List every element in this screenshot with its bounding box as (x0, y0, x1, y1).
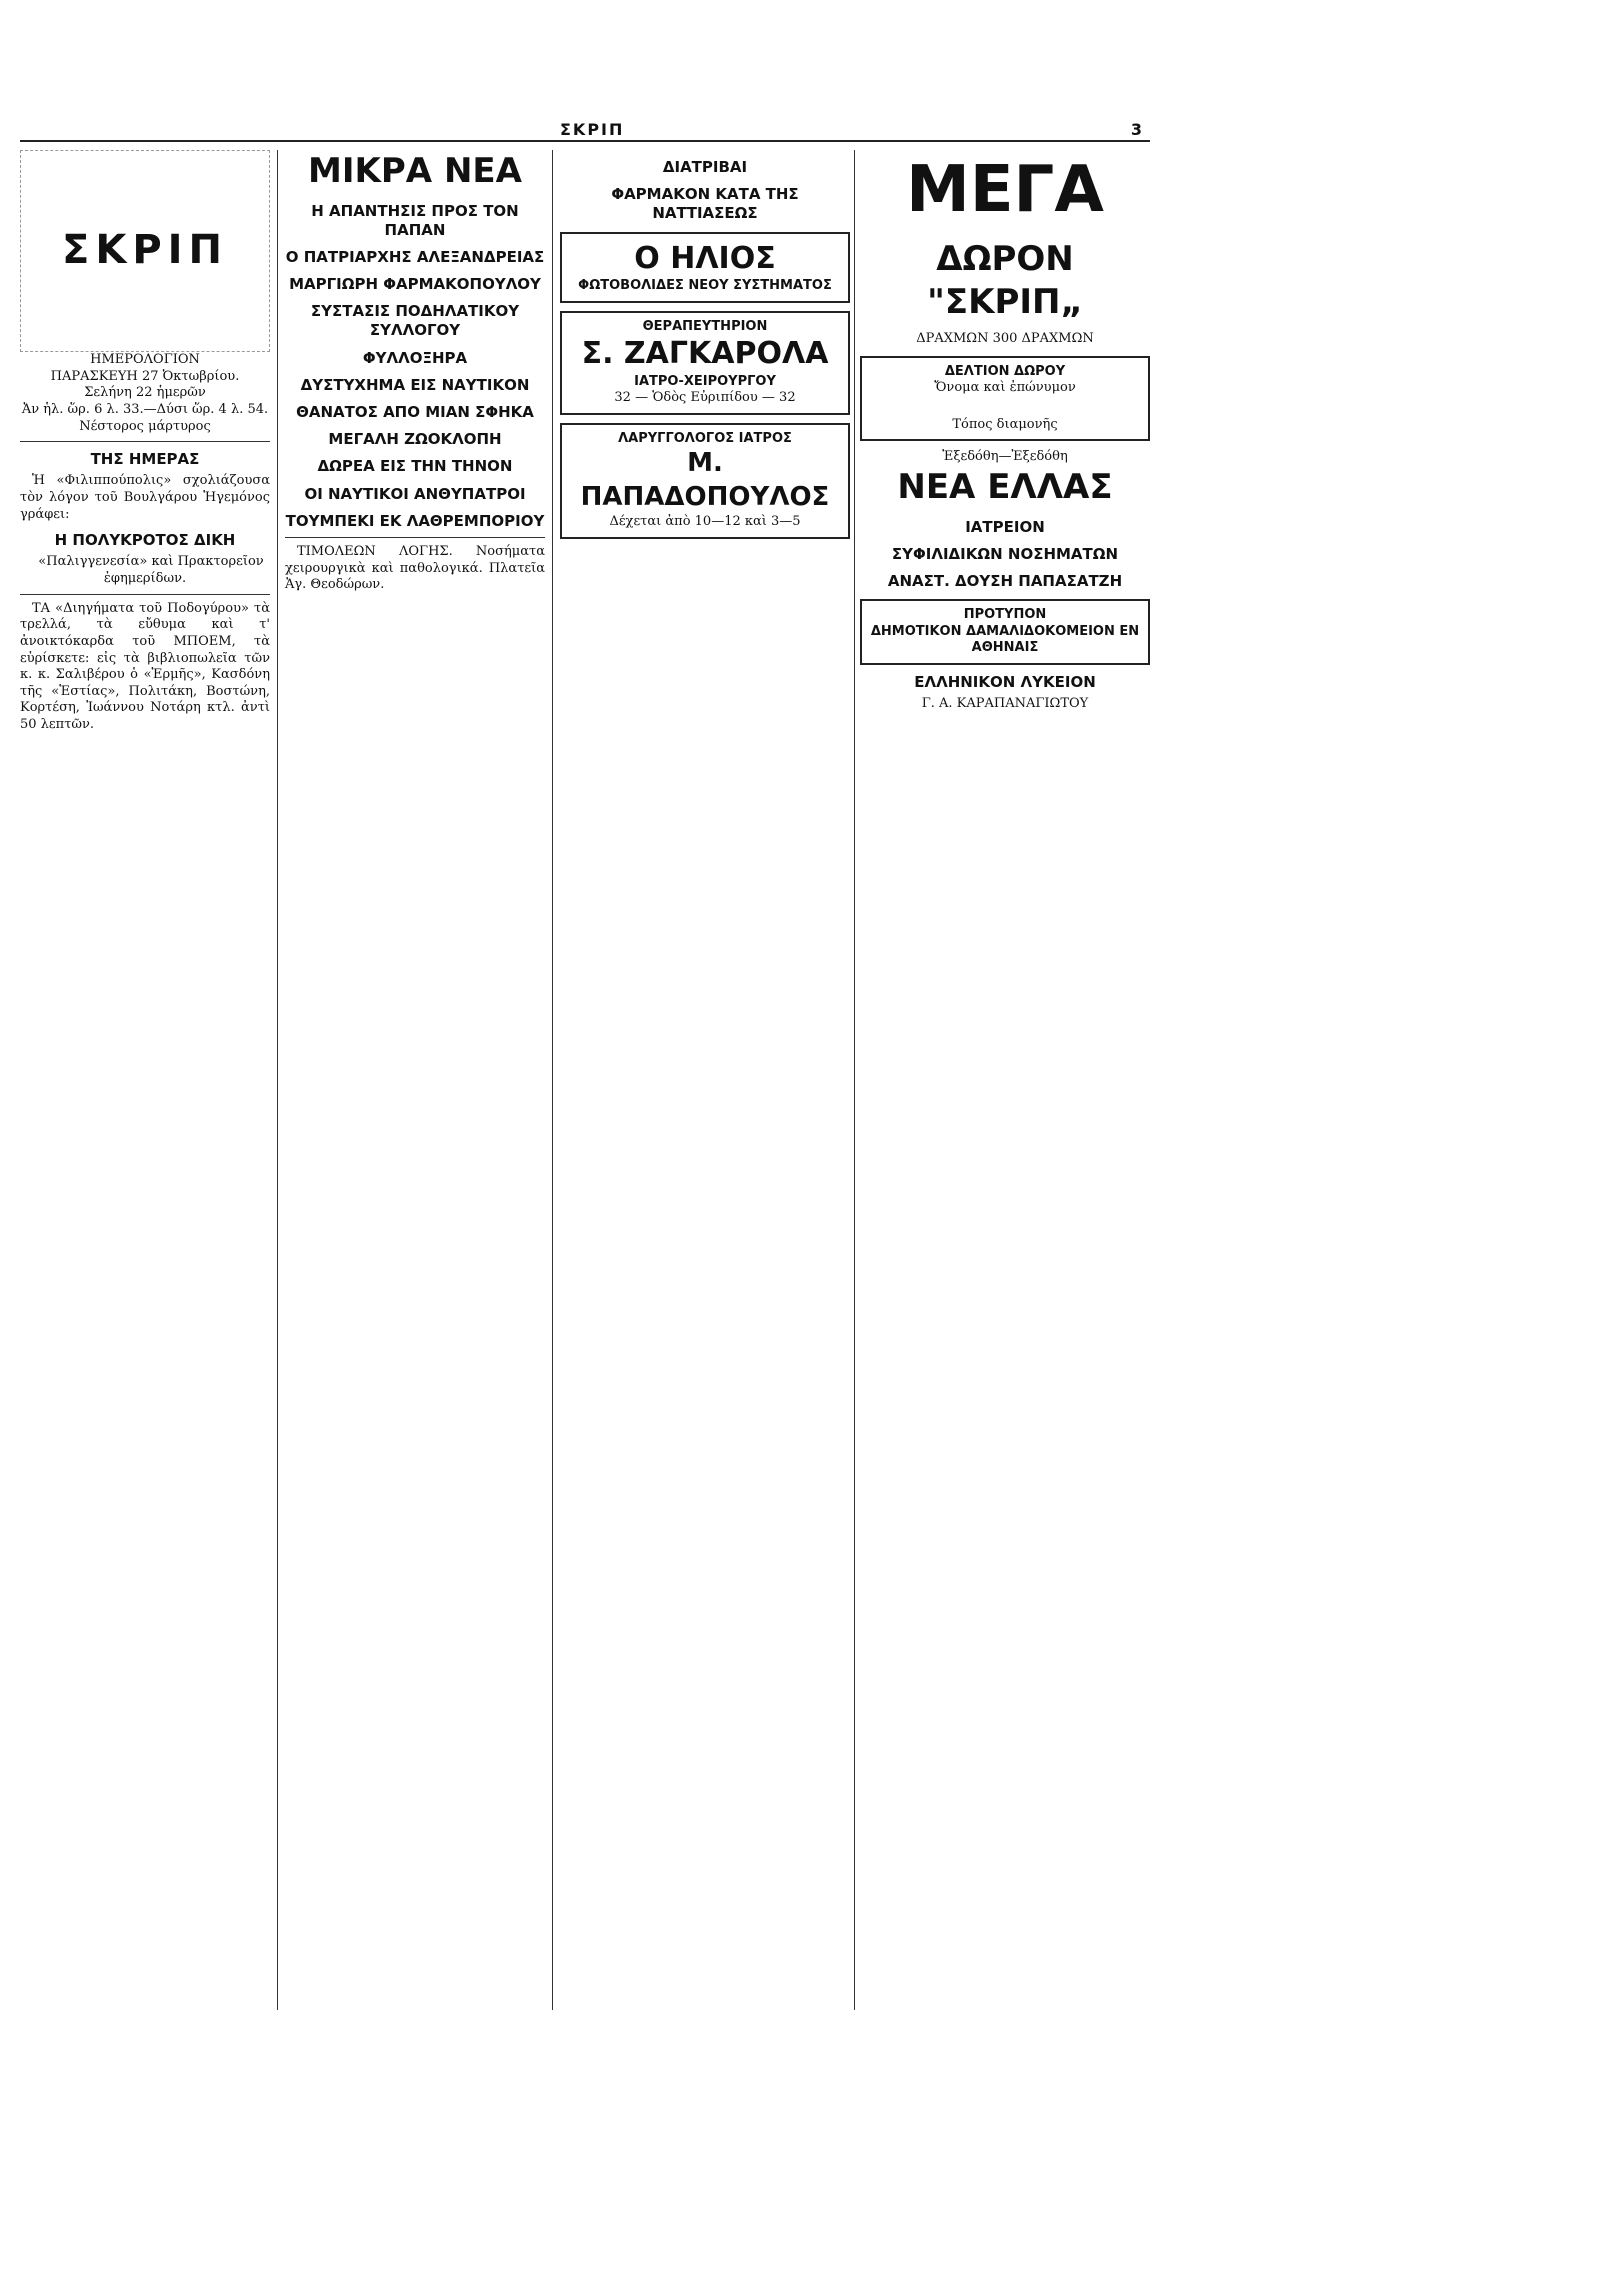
dousi-title: ΑΝΑΣΤ. ΔΟΥΣΗ ΠΑΠΑΣΑΤΖΗ (887, 571, 1123, 590)
column-rule (277, 150, 278, 2010)
damal-ad (860, 599, 1150, 665)
ad-name: Μ. ΠΑΠΑΔΟΠΟΥΛΟΣ (580, 448, 830, 512)
lykeion-title: ΕΛΛΗΝΙΚΟΝ ΛΥΚΕΙΟΝ (914, 673, 1096, 692)
column-rule (854, 150, 855, 2010)
masthead (20, 120, 1150, 142)
lykeion-name: Γ. Α. ΚΑΡΑΠΑΝΑΓΙΩΤΟΥ (921, 696, 1089, 712)
ad-title: ΛΑΡΥΓΓΟΛΟΓΟΣ ΙΑΤΡΟΣ (618, 430, 792, 446)
nea-ellas-title: ΝΕΑ ΕΛΛΑΣ (897, 467, 1113, 508)
news-title: ΜΙΚΡΑ ΝΕΑ (308, 151, 522, 191)
ad-title: Ο ΗΛΙΟΣ (634, 240, 776, 276)
gift-coupon (860, 356, 1150, 442)
column-rule (552, 150, 553, 2010)
ad-name: Σ. ΖΑΓΚΑΡΟΛΑ (581, 336, 829, 372)
coupon-place: Τόπος διαμονῆς (952, 416, 1058, 432)
news-heading: ΣΥΣΤΑΣΙΣ ΠΟΔΗΛΑΤΙΚΟΥ ΣΥΛΛΟΓΟΥ (310, 302, 520, 340)
helios-ad (560, 232, 850, 303)
ad-title: ΘΕΡΑΠΕΥΤΗΡΙΟΝ (642, 318, 768, 334)
papadopoulos-ad (560, 423, 850, 539)
calendar-title: ΗΜΕΡΟΛΟΓΙΟΝ (90, 352, 200, 367)
news-heading: ΦΥΛΛΟΞΗΡΑ (362, 348, 468, 367)
news-heading: ΤΟΥΜΠΕΚΙ ΕΚ ΛΑΘΡΕΜΠΟΡΙΟΥ (285, 511, 545, 530)
nea-ellas-pre: Ἐξεδόθη—Ἐξεδόθη (942, 449, 1068, 465)
calendar-sun: Ἀν ἡλ. ὥρ. 6 λ. 33.—Δύσι ὥρ. 4 λ. 54. (21, 401, 269, 417)
gift-title: ΔΩΡΟΝ "ΣΚΡΙΠ„ (927, 238, 1083, 323)
ad-title: ΠΡΟΤΥΠΟΝ (963, 607, 1047, 623)
column-1 (20, 150, 270, 740)
calendar-day: ΠΑΡΑΣΚΕΥΗ 27 Ὀκτωβρίου. (50, 368, 240, 384)
column-3 (560, 150, 850, 547)
news-heading: ΔΥΣΤΥΧΗΜΑ ΕΙΣ ΝΑΥΤΙΚΟΝ (300, 375, 530, 394)
ad-address: 32 — Ὁδὸς Εὐριπίδου — 32 (614, 390, 796, 406)
paper-name: ΣΚΡΙΠ (560, 120, 625, 139)
gift-mega: ΜΕΓΑ (906, 153, 1104, 227)
news-heading: ΔΙΑΤΡΙΒΑΙ (662, 158, 748, 176)
section-title: ΤΗΣ ΗΜΕΡΑΣ (90, 450, 200, 469)
column-4 (860, 150, 1150, 713)
section-text: Ἡ «Φιλιππούπολις» σχολιάζουσα τὸν λόγον τοῦ Βουλγάρου Ἡγεμόνος γράφει: (20, 473, 270, 522)
news-heading: ΜΑΡΓΙΩΡΗ ΦΑΡΜΑΚΟΠΟΥΛΟΥ (289, 275, 541, 294)
news-heading: ΔΩΡΕΑ ΕΙΣ ΤΗΝ ΤΗΝΟΝ (317, 457, 513, 476)
ad-hours: Δέχεται ἀπὸ 10—12 καὶ 3—5 (609, 514, 801, 529)
lawsuit-subtitle: «Παλιγγενεσία» καὶ Πρακτορεῖον ἐφημερίδων. (38, 554, 264, 586)
news-heading: Ο ΠΑΤΡΙΑΡΧΗΣ ΑΛΕΞΑΝΔΡΕΙΑΣ (285, 247, 545, 266)
column-2 (285, 150, 545, 600)
news-heading: ΜΕΓΑΛΗ ΖΩΟΚΛΟΠΗ (328, 430, 502, 449)
news-heading: Η ΑΠΑΝΤΗΣΙΣ ΠΡΟΣ ΤΟΝ ΠΑΠΑΝ (311, 201, 519, 239)
ad-subtitle: ΦΩΤΟΒΟΛΙΔΕΣ ΝΕΟΥ ΣΥΣΤΗΜΑΤΟΣ (578, 277, 832, 293)
calendar-moon: Σελήνη 22 ἡμερῶν (84, 385, 206, 401)
news-heading: ΘΑΝΑΤΟΣ ΑΠΟ ΜΙΑΝ ΣΦΗΚΑ (296, 403, 534, 422)
ta-notice: ΤΑ «Διηγήματα τοῦ Ποδογύρου» τὰ τρελλά, τὰ εὔθυμα καὶ τ' ἀνοικτόκαρδα τοῦ ΜΠΟΕΜ, τὰ εὑρίσκετε: εἰς τὰ βιβλιοπωλεῖα τῶν κ. κ. Σαλιβέρου ὁ «Ἑρμῆς», Κασδόνη τῆς «Ἑστίας», Πολιτάκη, Βοστώνη, Κορτέση, Ἰωάννου Νοτάρη κτλ. ἀντὶ 50 λεπτῶν. (20, 600, 270, 732)
syfil-title: ΣΥΦΙΛΙΔΙΚΩΝ ΝΟΣΗΜΑΤΩΝ (891, 544, 1119, 563)
logo-illustration: ΣΚΡΙΠ (20, 150, 270, 352)
gift-amount: ΔΡΑΧΜΩΝ 300 ΔΡΑΧΜΩΝ (916, 330, 1094, 346)
lawsuit-title: Η ΠΟΛΥΚΡΟΤΟΣ ΔΙΚΗ (54, 531, 236, 550)
page-number: 3 (1130, 120, 1142, 139)
ad-subtitle: ΔΗΜΟΤΙΚΟΝ ΔΑΜΑΛΙΔΟΚΟΜΕΙΟΝ ΕΝ ΑΘΗΝΑΙΣ (870, 623, 1140, 656)
news-heading: ΦΑΡΜΑΚΟΝ ΚΑΤΑ ΤΗΣ ΝΑΤΤΙΑΣΕΩΣ (611, 185, 799, 223)
news-heading: ΟΙ ΝΑΥΤΙΚΟΙ ΑΝΘΥΠΑΤΡΟΙ (304, 484, 526, 503)
ad-subtitle: ΙΑΤΡΟ-ΧΕΙΡΟΥΡΓΟΥ (634, 373, 776, 389)
iatreion-title: ΙΑΤΡΕΙΟΝ (965, 517, 1045, 536)
coupon-name: Ὄνομα καὶ ἐπώνυμον (934, 380, 1076, 396)
doctor-notice: ΤΙΜΟΛΕΩΝ ΛΟΓΗΣ. Νοσήματα χειρουργικὰ καὶ παθολογικά. Πλατεῖα Ἁγ. Θεοδώρων. (285, 543, 545, 593)
coupon-title: ΔΕΛΤΙΟΝ ΔΩΡΟΥ (944, 363, 1066, 379)
zagkarola-ad (560, 311, 850, 415)
calendar-saint: Νέστορος μάρτυρος (79, 418, 211, 434)
